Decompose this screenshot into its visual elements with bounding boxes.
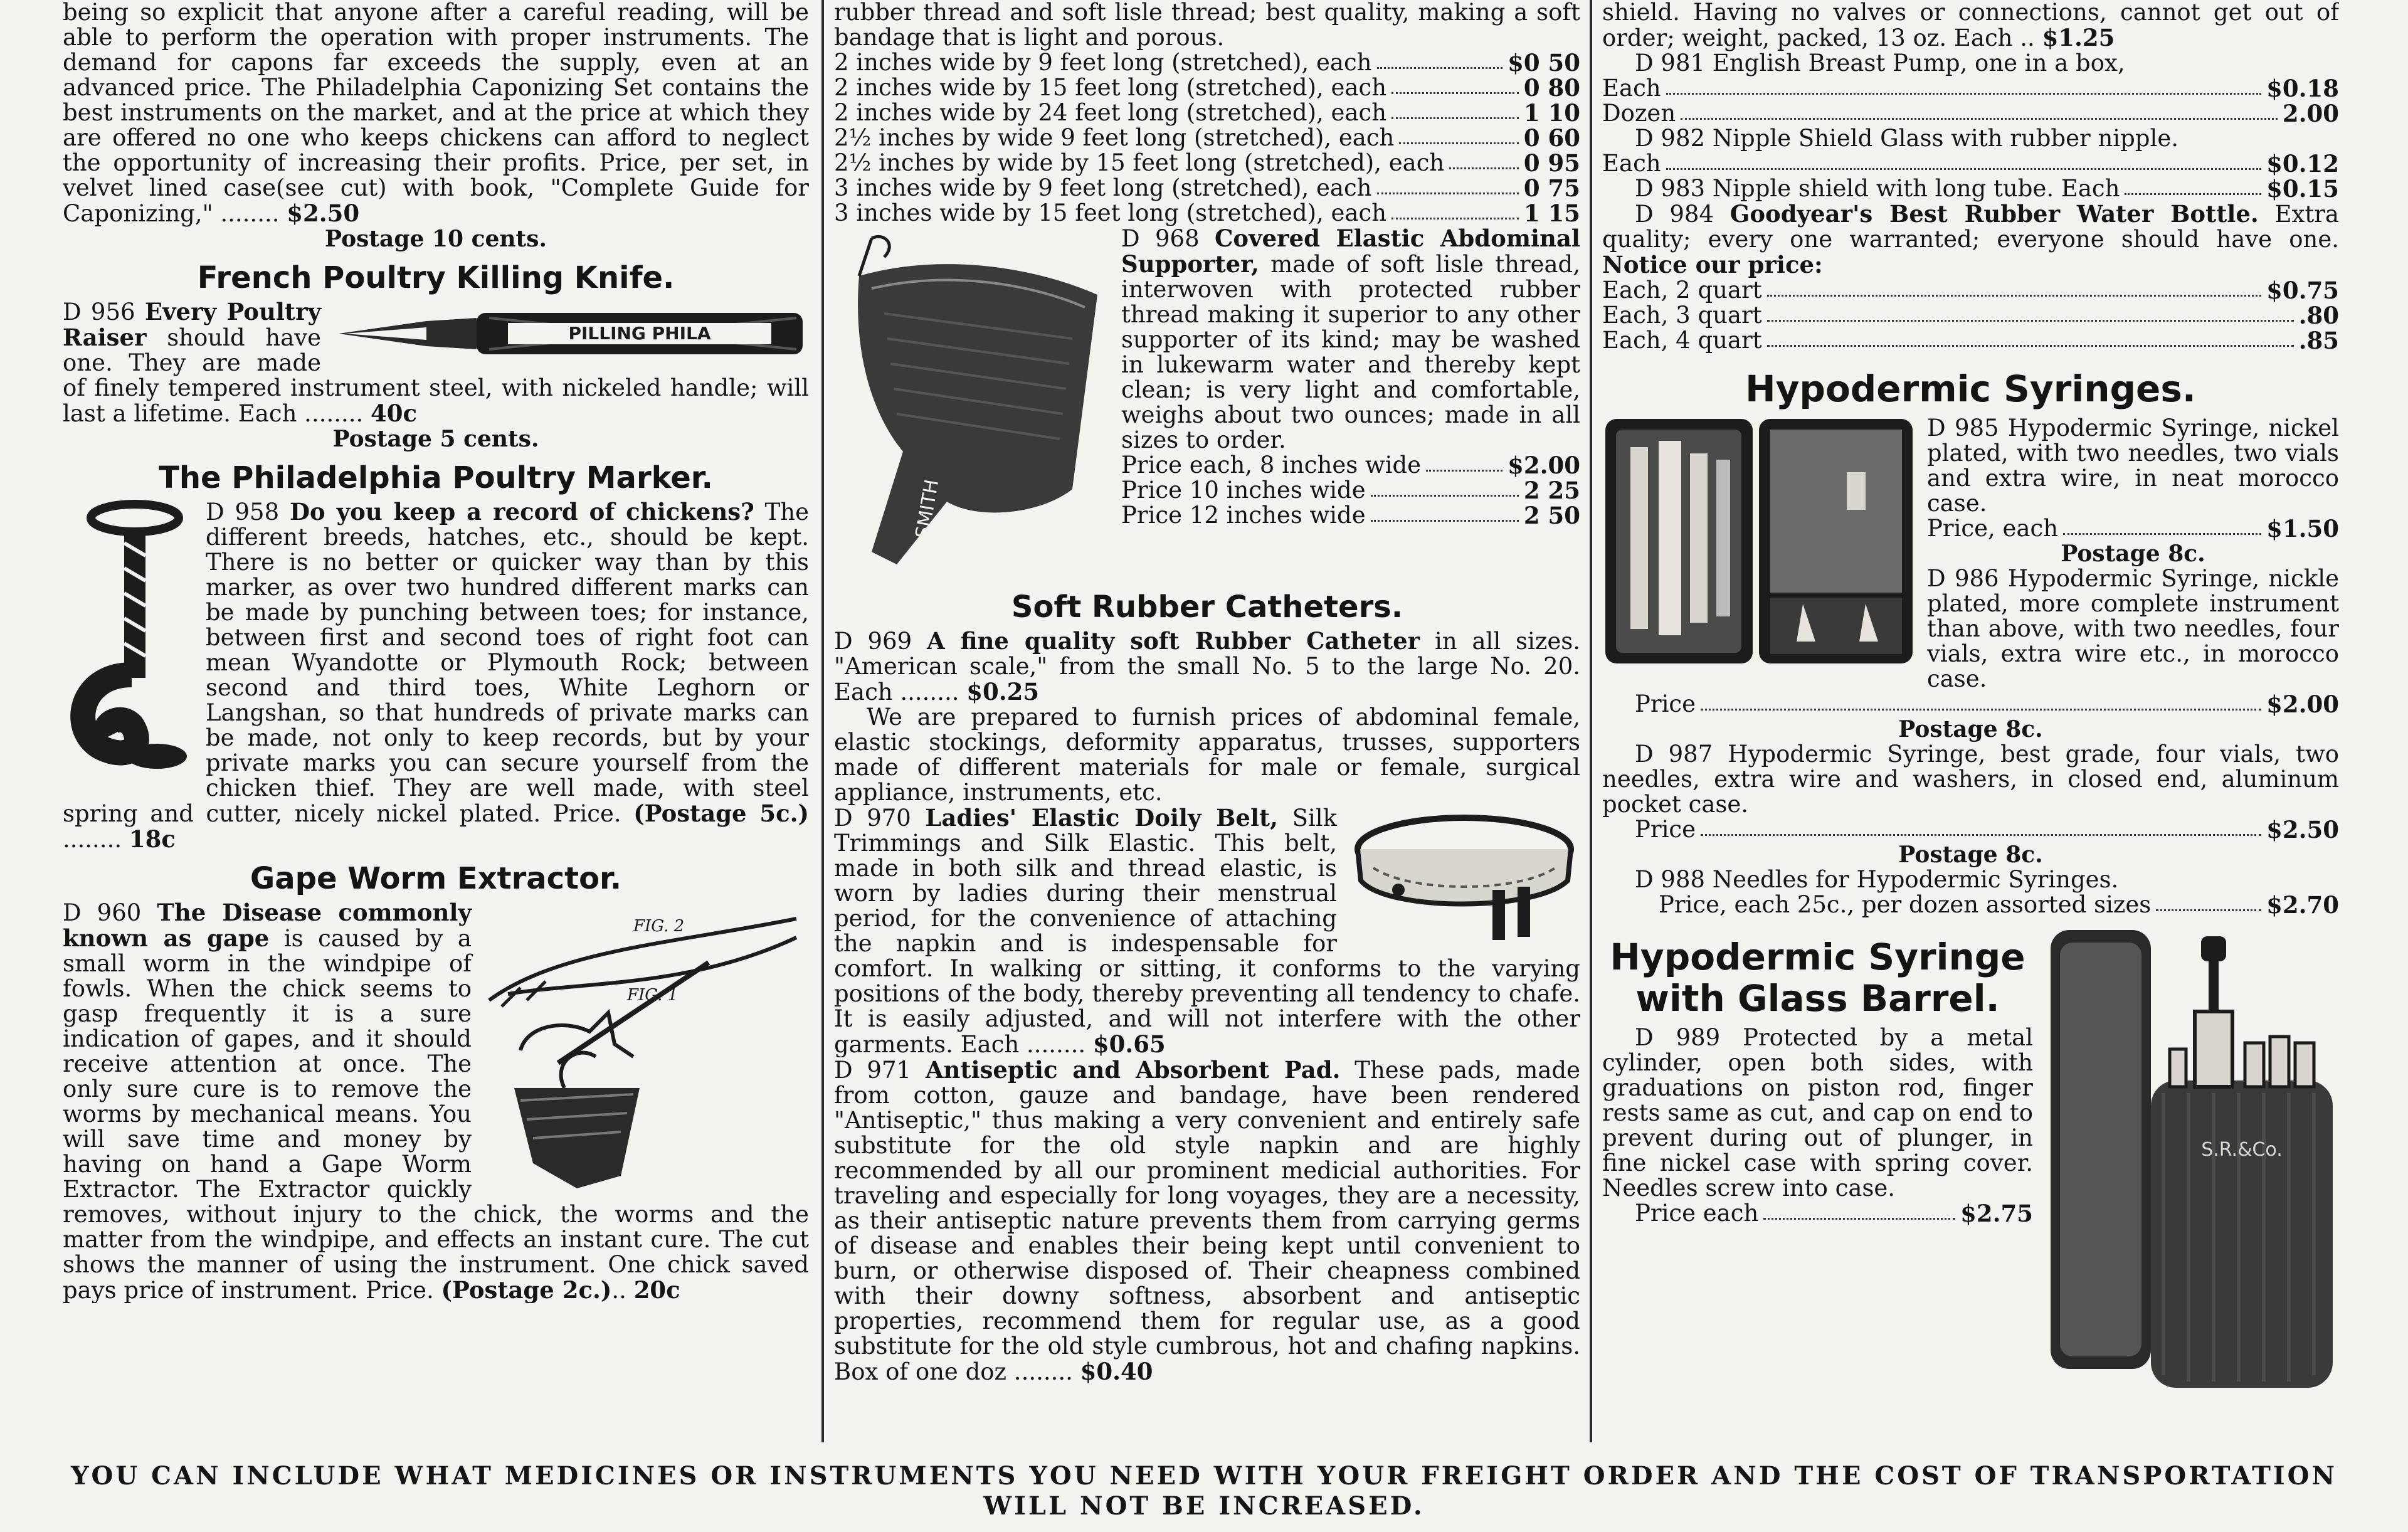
gape-title: Gape Worm Extractor. bbox=[250, 861, 622, 896]
glass-text: D 989 Protected by a metal cylinder, open both sides, with graduations on piston rod, finger rests same as cut, and cap on end to prevent during out of plunger, in fine nickel case with spring cover. Needles screw into case. bbox=[1602, 1024, 2033, 1202]
price-row bbox=[1602, 278, 2339, 303]
price-row bbox=[1602, 328, 2339, 353]
column-3 bbox=[1602, 0, 2339, 1442]
price-row-label: 2½ inches by wide by 15 feet long (stretched), each bbox=[834, 149, 1445, 176]
price-row-label: Dozen bbox=[1602, 100, 1676, 127]
pad-price: $0.40 bbox=[1080, 1358, 1153, 1385]
marker-text: The different breeds, hatches, etc., should be kept. There is no better or quicker way than by this marker, as over two hundred different marks can be made by punching between toes; for instance, between first and second toes of right foot can mean Wyandotte or Plymouth Rock; between second and third toes, White Leghorn or Langshan, so that hundreds of private marks can be made, not only to keep records, but by your private marks you can secure yourself from the chicken thief. They are well made, with steel spring and cutter, nicely nickel plated. Price. bbox=[63, 499, 809, 827]
knife-lead: Every Poultry Raiser bbox=[63, 299, 321, 351]
glass-row bbox=[1602, 1201, 2033, 1226]
knife-title: French Poultry Killing Knife. bbox=[197, 260, 675, 295]
needles-label: D 988 Needles for Hypodermic Syringes. bbox=[1635, 866, 2119, 893]
price-row-value: .80 bbox=[2298, 302, 2339, 329]
abdominal-brand: SMITH bbox=[911, 478, 944, 541]
syringes-title: Hypodermic Syringes. bbox=[1745, 367, 2196, 410]
price-row-label: 3 inches wide by 9 feet long (stretched), each bbox=[834, 174, 1372, 201]
caponizing-text: being so explicit that anyone after a careful reading, will be able to perform the operation with proper instruments. The demand for capons far exceeds the supply, even at an advanced price. The Philadelphia Caponizing Set contains the best instruments on the market, and at the price at which they are offered no one who keeps chickens can afford to neglect the opportunity of increasing their profits. Price, per set, in velvet lined case(see cut) with book, "Complete Guide for Caponizing," bbox=[63, 0, 809, 227]
price-row-value: 2 25 bbox=[1523, 477, 1580, 504]
price-row bbox=[834, 125, 1580, 151]
knife-price: 40c bbox=[371, 399, 418, 427]
gape-extractor-illustration bbox=[483, 900, 809, 1195]
marker-entry: D 958 Do you keep a record of chickens? The different breeds, hatches, etc., should be kept. There is no better or quicker way than by this marker, as over two hundred different marks can be made by punching between toes; for instance, between first and second toes of right foot can mean Wyandotte or Plymouth Rock; between second and third toes, White Leghorn or Langshan, so that hundreds of private marks can be made, not only to keep records, but by your private marks you can secure yourself from the chicken thief. They are well made, with steel spring and cutter, nicely nickel plated. Price. (Postage 5c.) ........ 18c bbox=[63, 499, 809, 852]
catheter-lead: A fine quality soft Rubber Catheter bbox=[926, 628, 1420, 655]
nipple-glass-row bbox=[1602, 151, 2339, 176]
syringe987-text: D 987 Hypodermic Syringe, best grade, four vials, two needles, extra wire and washers, in closed end, aluminum pocket case. bbox=[1602, 742, 2339, 818]
price-row bbox=[1602, 303, 2339, 328]
price-row bbox=[834, 50, 1580, 75]
syringe985-postage: Postage 8c. bbox=[2061, 541, 2205, 567]
syringe985-price: $1.50 bbox=[2266, 515, 2339, 542]
nipple-tube-label: D 983 Nipple shield with long tube. Each bbox=[1635, 175, 2120, 202]
knife-engraving: PILLING PHILA bbox=[568, 323, 711, 344]
belt-entry: D 970 Ladies' Elastic Doily Belt, Silk Trimmings and Silk Elastic. This belt, made in both silk and thread elastic, is worn by ladies during their menstrual period, for the convenience of attaching the napkin and is indespensable for comfort. In walking or sitting, it conforms to the varying positions of the body, thereby preventing all tendency to chafe. It is easily adjusted, and will not interfere with the other garments. Each ........ $0.65 bbox=[834, 805, 1580, 1057]
caponizing-price: $2.50 bbox=[287, 199, 360, 227]
pad-entry: D 971 Antiseptic and Absorbent Pad. These pads, made from cotton, gauze and bandage, have been rendered "Antiseptic," thus making a very convenient and entirely safe substitute for the old style napkin and are highly recommended by all our prominent medicial authorities. For traveling and especially for long voyages, they are a necessity, as their antiseptic nature prevents them from carrying germs of disease and enables their being kept until convenient to burn, or otherwise disposed of. Their cheapness combined with their downy softness, absorbent and antiseptic properties, recommend them for regular use, as a good substitute for the old style cumbrous, hot and chafing napkins. Box of one doz ........ $0.40 bbox=[834, 1057, 1580, 1385]
marker-lead: Do you keep a record of chickens? bbox=[289, 499, 754, 526]
footer-notice: YOU CAN INCLUDE WHAT MEDICINES OR INSTRUMENTS YOU NEED WITH YOUR FREIGHT ORDER AND THE COST OF TRANSPORTATION WILL NOT BE INCREASED. bbox=[70, 1461, 2338, 1521]
price-row-label: Each, 3 quart bbox=[1602, 302, 1762, 329]
bandage-entry bbox=[834, 0, 1580, 226]
nipple-tube-price: $0.15 bbox=[2266, 175, 2339, 203]
syringe985-row bbox=[1927, 516, 2339, 541]
furnish-text: We are prepared to furnish prices of abdominal female, elastic stockings, deformity apparatus, trusses, supporters made of different materials for male or female, surgical appliance, instruments, etc. bbox=[834, 704, 1580, 805]
catheter-entry: D 969 A fine quality soft Rubber Catheter in all sizes. "American scale," from the small No. 5 to the large No. 20. Each ........ $0.25 We are prepared to furnish prices of abdominal female, elastic stockings, deformity apparatus, trusses, supporters made of different materials for male or female, surgical appliance, instruments, etc. bbox=[834, 628, 1580, 805]
belt-lead: Ladies' Elastic Doily Belt, bbox=[925, 805, 1278, 832]
needles-row bbox=[1602, 892, 2339, 917]
column-divider-2 bbox=[1590, 0, 1592, 1442]
price-row bbox=[834, 151, 1580, 176]
gape-fig2-label: FIG. 2 bbox=[633, 917, 685, 936]
syringe986-row bbox=[1602, 692, 2339, 717]
price-row-value: .85 bbox=[2298, 327, 2339, 353]
caponizing-set-entry: being so explicit that anyone after a careful reading, will be able to perform the operation with proper instruments. The demand for capons far exceeds the supply, even at an advanced price. The Philadelphia Caponizing Set contains the best instruments on the market, and at the price at which they are offered no one who keeps chickens can afford to neglect the opportunity of increasing their profits. Price, per set, in velvet lined case(see cut) with book, "Complete Guide for Caponizing," ........ $2.50 Postage 10 cents. bbox=[63, 0, 809, 251]
price-row-value: 0 60 bbox=[1523, 124, 1580, 152]
price-row-label: 2 inches wide by 24 feet long (stretched), each bbox=[834, 99, 1387, 126]
syringe986-label: Price bbox=[1635, 690, 1696, 717]
abdominal-lead: Covered Elastic Abdominal Supporter, bbox=[1121, 226, 1580, 278]
knife-code: D 956 bbox=[63, 299, 135, 325]
gape-postage: (Postage 2c.) bbox=[441, 1276, 612, 1303]
price-row-value: $2.00 bbox=[1508, 452, 1580, 479]
bottle-lead: Goodyear's Best Rubber Water Bottle. bbox=[1729, 200, 2259, 228]
marker-postage: (Postage 5c.) bbox=[633, 800, 809, 827]
belt-code: D 970 bbox=[834, 805, 911, 832]
caponizing-postage: Postage 10 cents. bbox=[324, 226, 547, 251]
catheter-price: $0.25 bbox=[966, 678, 1040, 705]
syringe-985-entry bbox=[1602, 416, 2339, 742]
price-row-value: 2.00 bbox=[2282, 100, 2339, 127]
gape-entry: FIG. 2 FIG. 1 D 960 The Disease commonly known as gape is caused by a small worm in the windpipe of fowls. When the chick seems to gasp frequently it is a sure indication of gapes, and it should receive attention at once. The only sure cure is to remove the worms by mechanical means. You will save time and money by having on hand a Gape Worm Extractor. The Extractor quickly removes, without injury to the chick, the worms and the matter from the windpipe, and effects an instant cure. The cut shows the manner of using the instrument. One chick saved pays price of instrument. Price. (Postage 2c.).. 20c bbox=[63, 900, 809, 1303]
abdominal-supporter-illustration bbox=[834, 226, 1110, 577]
gape-fig1-label: FIG. 1 bbox=[627, 986, 679, 1005]
killing-knife-illustration bbox=[332, 299, 809, 368]
nipple-glass-price: $0.12 bbox=[2266, 150, 2339, 177]
bottle-code: D 984 bbox=[1635, 201, 1714, 228]
knife-entry: PILLING PHILA D 956 Every Poultry Raiser should have one. They are made of finely tempered instrument steel, with nickeled handle; will last a lifetime. Each ........ 40c Postage 5 cents. bbox=[63, 299, 809, 452]
syringe-case-illustration bbox=[1602, 416, 1916, 667]
syringe986-price: $2.00 bbox=[2266, 690, 2339, 718]
price-row-label: 2½ inches by wide 9 feet long (stretched), each bbox=[834, 124, 1395, 151]
bottle-price-list bbox=[1602, 278, 2339, 353]
breast-pump-label: D 981 English Breast Pump, one in a box, bbox=[1635, 50, 2125, 77]
price-row-label: Each, 4 quart bbox=[1602, 327, 1762, 353]
price-row-value: 0 80 bbox=[1523, 74, 1580, 102]
belt-text: Silk Trimmings and Silk Elastic. This belt, made in both silk and thread elastic, is worn by ladies during their menstrual period, for the convenience of attaching the napkin and is indespensable for comfort. In walking or sitting, it conforms to the varying positions of the body, thereby preventing all tendency to chafe. It is easily adjusted, and will not interfere with the other garments. Each bbox=[834, 805, 1580, 1057]
syringe986-postage: Postage 8c. bbox=[1898, 716, 2043, 742]
glass-barrel-syringe-illustration bbox=[2044, 917, 2339, 1394]
bottle-text: Extra quality; every one warranted; everyone should have one. bbox=[1602, 201, 2339, 253]
syringe987-label: Price bbox=[1635, 816, 1696, 843]
gape-lead: The Disease commonly known as gape bbox=[63, 900, 472, 952]
syringe987-row bbox=[1602, 817, 2339, 842]
catheter-text: in all sizes. "American scale," from the small No. 5 to the large No. 20. Each bbox=[834, 628, 1580, 705]
breast-pump-price-list bbox=[1602, 76, 2339, 126]
syringe-987-entry bbox=[1602, 742, 2339, 917]
nipple-glass-each: Each bbox=[1602, 150, 1661, 177]
price-row bbox=[1121, 453, 1580, 478]
abdominal-supporter-entry bbox=[834, 226, 1580, 581]
price-row bbox=[834, 176, 1580, 201]
price-row-value: $0.75 bbox=[2266, 277, 2339, 304]
needles-price-text: Price, each 25c., per dozen assorted sizes bbox=[1659, 891, 2152, 917]
glass-case-mark: S.R.&Co. bbox=[2201, 1139, 2283, 1161]
syringe987-price: $2.50 bbox=[2266, 816, 2339, 843]
knife-postage: Postage 5 cents. bbox=[332, 426, 539, 452]
marker-price: 18c bbox=[129, 825, 176, 852]
syringe-989-entry bbox=[1602, 917, 2339, 1398]
price-row-value: 2 50 bbox=[1523, 502, 1580, 529]
price-row-label: 2 inches wide by 15 feet long (stretched), each bbox=[834, 74, 1387, 101]
shield-price: $1.25 bbox=[2042, 24, 2115, 51]
price-row bbox=[1602, 101, 2339, 126]
needles-price: $2.70 bbox=[2266, 891, 2339, 917]
catheter-title: Soft Rubber Catheters. bbox=[1011, 589, 1403, 625]
pad-text: These pads, made from cotton, gauze and bandage, have been rendered "Antiseptic," thus making a very convenient and entirely safe substitute for the old style napkin and are highly recommended by all our prominent medicial authorities. For traveling and especially for long voyages, they are a necessity, as their antiseptic nature prevents them from carrying germs of disease and enables their being kept until convenient to burn, or otherwise disposed of. Their cheapness combined with their downy softness, absorbent and antiseptic properties, recommend them for regular use, as a good substitute for the old style cumbrous, hot and chafing napkins. Box of one doz bbox=[834, 1057, 1580, 1385]
price-row-label: Price each, 8 inches wide bbox=[1121, 452, 1422, 478]
column-1 bbox=[63, 0, 809, 1442]
pad-lead: Antiseptic and Absorbent Pad. bbox=[925, 1057, 1341, 1084]
price-row bbox=[1121, 503, 1580, 528]
price-row-label: 3 inches wide by 15 feet long (stretched), each bbox=[834, 199, 1387, 226]
glass-label: Price each bbox=[1635, 1200, 1759, 1227]
price-row bbox=[834, 75, 1580, 100]
glass-title: Hypodermic Syringe with Glass Barrel. bbox=[1610, 936, 2025, 1020]
price-row bbox=[1602, 76, 2339, 101]
column-divider-1 bbox=[821, 0, 824, 1442]
column-2 bbox=[834, 0, 1580, 1442]
nipple-glass-label: D 982 Nipple Shield Glass with rubber nipple. bbox=[1635, 125, 2178, 152]
price-row bbox=[834, 201, 1580, 226]
nipple-tube-row bbox=[1602, 176, 2339, 201]
price-row-value: 0 75 bbox=[1523, 174, 1580, 202]
marker-title: The Philadelphia Poultry Marker. bbox=[159, 460, 713, 495]
price-row-label: 2 inches wide by 9 feet long (stretched), each bbox=[834, 49, 1372, 76]
catheter-code: D 969 bbox=[834, 628, 912, 655]
glass-price: $2.75 bbox=[1960, 1200, 2033, 1227]
price-row bbox=[1121, 478, 1580, 503]
price-row-value: 0 95 bbox=[1523, 149, 1580, 177]
price-row-value: $0 50 bbox=[1508, 49, 1580, 77]
belt-price: $0.65 bbox=[1092, 1030, 1166, 1057]
gape-text: is caused by a small worm in the windpipe of fowls. When the chick seems to gasp frequently it is a sure indication of gapes, and it should receive attention at once. The only sure cure is to remove the worms by mechanical means. You will save time and money by having on hand a Gape Worm Extractor. The Extractor quickly removes, without injury to the chick, the worms and the matter from the windpipe, and effects an instant cure. The cut shows the manner of using the instrument. One chick saved pays price of instrument. Price. bbox=[63, 925, 809, 1303]
syringe985-label: Price, each bbox=[1927, 515, 2059, 542]
price-row-value: 1 15 bbox=[1523, 199, 1580, 226]
gape-code: D 960 bbox=[63, 900, 142, 926]
marker-code: D 958 bbox=[206, 499, 280, 526]
bandage-price-list bbox=[834, 50, 1580, 226]
price-row-label: Each, 2 quart bbox=[1602, 277, 1762, 304]
syringe987-postage: Postage 8c. bbox=[1898, 842, 2043, 868]
syringe986-text: D 986 Hypodermic Syringe, nickle plated, more complete instrument than above, with two needles, four vials, extra wire etc., in morocco case. bbox=[1927, 565, 2339, 692]
price-row-label: Price 10 inches wide bbox=[1121, 477, 1366, 504]
doily-belt-illustration bbox=[1348, 805, 1580, 949]
bottle-notice: Notice our price: bbox=[1602, 251, 1823, 278]
gape-price: 20c bbox=[633, 1276, 680, 1303]
shield-text: shield. Having no valves or connections, cannot get out of order; weight, packed, 13 oz. Each bbox=[1602, 0, 2339, 51]
poultry-marker-illustration bbox=[63, 499, 194, 775]
syringe985-text: D 985 Hypodermic Syringe, nickel plated, with two needles, two vials and extra wire, in neat morocco case. bbox=[1927, 416, 2339, 517]
bandage-intro: rubber thread and soft lisle thread; best quality, making a soft bandage that is light and porous. bbox=[834, 0, 1580, 51]
abdominal-code: D 968 bbox=[1121, 226, 1200, 252]
shield-entry: shield. Having no valves or connections, cannot get out of order; weight, packed, 13 oz. Each .. $1.25 D 981 English Breast Pump, one in a box, Each $0.18 Dozen 2.00 D 982 Nipple Shield Glass with rubber nipple. Each $0.12 D 983 Nipple shield with long tube. Each $0.15 D 984 Goodyear's Best Rubber Water Bottle. Extra quality; every one warranted; everyone should have one. Notice our price: Each, 2 quart $0.75 Each, 3 quart .80 Each, 4 quart .85 bbox=[1602, 0, 2339, 353]
price-row-label: Price 12 inches wide bbox=[1121, 502, 1366, 529]
knife-text: should have one. They are made of finely tempered instrument steel, with nickeled handle; will last a lifetime. Each bbox=[63, 324, 809, 427]
pad-code: D 971 bbox=[834, 1057, 912, 1084]
price-row-value: 1 10 bbox=[1523, 99, 1580, 127]
price-row-value: $0.18 bbox=[2266, 75, 2339, 102]
price-row bbox=[834, 100, 1580, 125]
price-row-label: Each bbox=[1602, 75, 1661, 102]
abdominal-text: made of soft lisle thread, interwoven with protected rubber thread making it superior to any other supporter of its kind; may be washed in lukewarm water and thereby kept clean; is very light and comfortable, weighs about two ounces; made in all sizes to order. bbox=[1121, 251, 1580, 453]
